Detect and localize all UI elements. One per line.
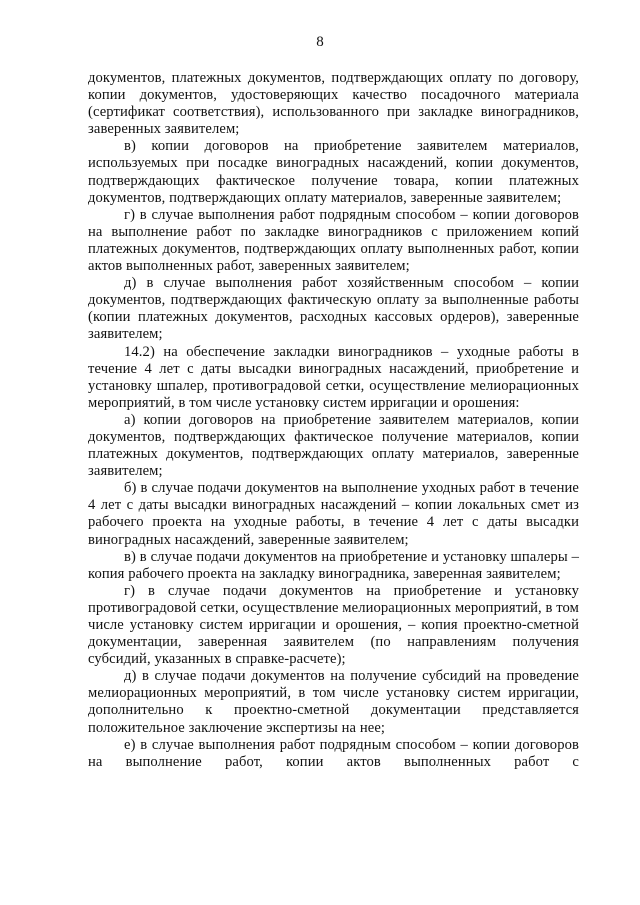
paragraph: г) в случае выполнения работ подрядным способом – копии договоров на выполнение работ по закладке виноградников с приложением копий платежных документов, подтверждающих оплату выполненных работ, копии актов выполненных работ, заверенных заявителем;: [88, 206, 579, 275]
paragraph: д) в случае подачи документов на получение субсидий на проведение мелиорационных мероприятий, в том числе установку систем ирригации, дополнительно к проектно-сметной документации представляется положительное заключение экспертизы на нее;: [88, 668, 579, 736]
paragraph: д) в случае выполнения работ хозяйственным способом – копии документов, подтверждающих фактическую оплату за выполненные работы (копии платежных документов, расходных кассовых ордеров), заверенные заявителем;: [88, 275, 579, 343]
paragraph: в) в случае подачи документов на приобретение и установку шпалеры – копия рабочего проекта на закладку виноградника, заверенная заявителем;: [88, 548, 579, 582]
paragraph: в) копии договоров на приобретение заявителем материалов, используемых при посадке виноградных насаждений, копии документов, подтверждающих фактическое получение товара, копии платежных документов, подтверждающих оплату материалов, заверенные заявителем;: [88, 138, 579, 206]
paragraph: 14.2) на обеспечение закладки виноградников – уходные работы в течение 4 лет с даты высадки виноградных насаждений, приобретение и установку шпалер, противоградовой сетки, осуществление мелиорационных мероприятий, в том числе установку систем ирригации и орошения:: [88, 343, 579, 411]
paragraph: документов, платежных документов, подтверждающих оплату по договору, копии документов, удостоверяющих качество посадочного материала (сертификат соответствия), использованного при закладке виноградников, заверенных заявителем;: [88, 70, 579, 138]
paragraph: е) в случае выполнения работ подрядным способом – копии договоров на выполнение работ, копии актов выполненных работ с: [88, 736, 579, 770]
paragraph: а) копии договоров на приобретение заявителем материалов, копии документов, подтверждающих фактическое получение материалов, копии платежных документов, подтверждающих оплату материалов, заверенные заявителем;: [88, 411, 579, 480]
paragraph: б) в случае подачи документов на выполнение уходных работ в течение 4 лет с даты высадки виноградных насаждений – копии локальных смет из рабочего проекта на уходные работы, в течение 4 лет с даты высадки виноградных насаждений, заверенные заявителем;: [88, 480, 579, 548]
paragraph: г) в случае подачи документов на приобретение и установку противоградовой сетки, осуществление мелиорационных мероприятий, в том числе установку систем ирригации и орошения, – копия проектно-сметной документации, заверенная заявителем (по направлениям получения субсидий, указанных в справке-расчете);: [88, 582, 579, 668]
page-number: 8: [316, 34, 324, 50]
document-body: [88, 70, 579, 771]
